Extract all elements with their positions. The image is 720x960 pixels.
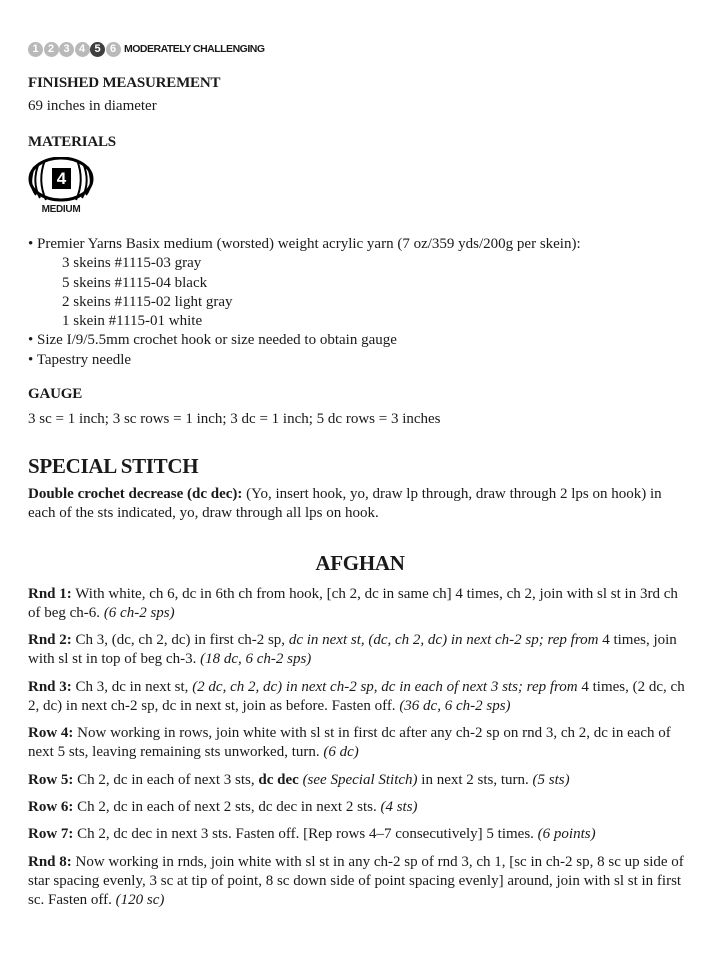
materials-heading: MATERIALS bbox=[28, 134, 116, 150]
rnd-2-label: Rnd 2: bbox=[28, 632, 72, 648]
row-6-text: Ch 2, dc in each of next 2 sts, dc dec in next 2 sts. bbox=[73, 799, 381, 815]
finished-measurement-text: 69 inches in diameter bbox=[28, 98, 157, 114]
instruction-row-7 bbox=[28, 825, 692, 844]
skill-dot-4: 4 bbox=[75, 42, 90, 57]
skein-line-1: 3 skeins #1115-03 gray bbox=[62, 255, 202, 271]
skill-dot-5: 5 bbox=[90, 42, 105, 57]
row-5-text: Ch 2, dc in each of next 3 sts, bbox=[73, 772, 259, 788]
rnd-2-repeat: dc in next st, (dc, ch 2, dc) in next ch-2 sp; rep from bbox=[288, 632, 599, 648]
row-4-text: Now working in rows, join white with sl st in first dc after any ch-2 sp on rnd 3, ch 2, dc in each of next 5 sts, leaving remaining sts unworked, turn. bbox=[28, 725, 671, 760]
row-6-label: Row 6: bbox=[28, 799, 74, 815]
rnd-8-count: (120 sc) bbox=[115, 892, 165, 908]
row-5-see-special: (see Special Stitch) bbox=[298, 772, 418, 788]
row-5-dc-dec: dc dec bbox=[258, 772, 299, 788]
row-7-label: Row 7: bbox=[28, 826, 74, 842]
skill-level-indicator bbox=[28, 40, 264, 58]
special-stitch-term: Double crochet decrease (dc dec): bbox=[28, 486, 243, 502]
skill-dot-2: 2 bbox=[44, 42, 59, 57]
instruction-rnd-8 bbox=[28, 853, 692, 910]
row-7-text: Ch 2, dc dec in next 3 sts. Fasten off. [Rep rows 4–7 consecutively] 5 times. bbox=[73, 826, 538, 842]
yarn-weight-label: MEDIUM bbox=[41, 204, 81, 215]
rnd-3-text: Ch 3, dc in next st, bbox=[71, 679, 193, 695]
skein-line-2: 5 skeins #1115-04 black bbox=[62, 275, 208, 291]
instruction-rnd-3 bbox=[28, 678, 692, 716]
skein-line-4: 1 skein #1115-01 white bbox=[62, 313, 203, 329]
gauge-heading: GAUGE bbox=[28, 386, 83, 402]
row-7-count: (6 points) bbox=[537, 826, 596, 842]
rnd-8-text: Now working in rnds, join white with sl st in any ch-2 sp of rnd 3, ch 1, [sc in ch-2 sp, 8 sc up side of star spacing evenly, 3 sc at tip of point, 8 sc down side of point spacing evenly] around, join with sl st in first sc. Fasten off. bbox=[28, 854, 684, 908]
rnd-3-text-2: 4 times, (2 dc, ch 2, dc) in next ch-2 sp, dc in next st, join as before. Fasten off. bbox=[28, 679, 685, 714]
row-6-count: (4 sts) bbox=[380, 799, 418, 815]
row-4-count: (6 dc) bbox=[323, 744, 359, 760]
row-5-label: Row 5: bbox=[28, 772, 74, 788]
rnd-3-count: (36 dc, 6 ch-2 sps) bbox=[399, 698, 511, 714]
instruction-row-6 bbox=[28, 798, 692, 817]
rnd-2-count: (18 dc, 6 ch-2 sps) bbox=[200, 651, 312, 667]
afghan-heading: AFGHAN bbox=[315, 551, 405, 575]
rnd-1-label: Rnd 1: bbox=[28, 586, 72, 602]
skill-dot-3: 3 bbox=[59, 42, 74, 57]
row-4-label: Row 4: bbox=[28, 725, 74, 741]
materials-yarn-item: • Premier Yarns Basix medium (worsted) weight acrylic yarn (7 oz/359 yds/200g per skein): bbox=[28, 236, 581, 252]
rnd-2-text-2: 4 times, join with sl st in top of beg ch-3. bbox=[28, 632, 677, 667]
materials-hook-item: • Size I/9/5.5mm crochet hook or size needed to obtain gauge bbox=[28, 332, 397, 348]
rnd-2-text: Ch 3, (dc, ch 2, dc) in first ch-2 sp, bbox=[71, 632, 289, 648]
instruction-rnd-1 bbox=[28, 585, 692, 623]
gauge-text: 3 sc = 1 inch; 3 sc rows = 1 inch; 3 dc = 1 inch; 5 dc rows = 3 inches bbox=[28, 411, 441, 427]
skill-dot-6: 6 bbox=[106, 42, 121, 57]
rnd-1-text: With white, ch 6, dc in 6th ch from hook, [ch 2, dc in same ch] 4 times, ch 2, join with sl st in 3rd ch of beg ch-6. bbox=[28, 586, 678, 621]
special-stitch-heading: SPECIAL STITCH bbox=[28, 454, 199, 478]
instruction-rnd-2 bbox=[28, 631, 692, 669]
instruction-row-5 bbox=[28, 771, 692, 790]
rnd-8-label: Rnd 8: bbox=[28, 854, 72, 870]
special-stitch-paragraph bbox=[28, 485, 692, 523]
skein-line-3: 2 skeins #1115-02 light gray bbox=[62, 294, 233, 310]
row-5-count: (5 sts) bbox=[532, 772, 570, 788]
materials-needle-item: • Tapestry needle bbox=[28, 352, 132, 368]
instruction-row-4 bbox=[28, 724, 692, 762]
yarn-weight-number: 4 bbox=[52, 168, 71, 189]
rnd-3-repeat: (2 dc, ch 2, dc) in next ch-2 sp, dc in each of next 3 sts; rep from bbox=[192, 679, 578, 695]
special-stitch-text: (Yo, insert hook, yo, draw lp through, draw through 2 lps on hook) in each of the sts indicated, yo, draw through all lps on hook. bbox=[28, 486, 662, 521]
rnd-3-label: Rnd 3: bbox=[28, 679, 72, 695]
skill-dot-1: 1 bbox=[28, 42, 43, 57]
skill-level-label: MODERATELY CHALLENGING bbox=[124, 43, 265, 55]
row-5-text-2: in next 2 sts, turn. bbox=[417, 772, 533, 788]
finished-measurement-heading: FINISHED MEASUREMENT bbox=[28, 75, 221, 91]
rnd-1-count: (6 ch-2 sps) bbox=[103, 605, 175, 621]
yarn-weight-badge bbox=[28, 157, 94, 219]
